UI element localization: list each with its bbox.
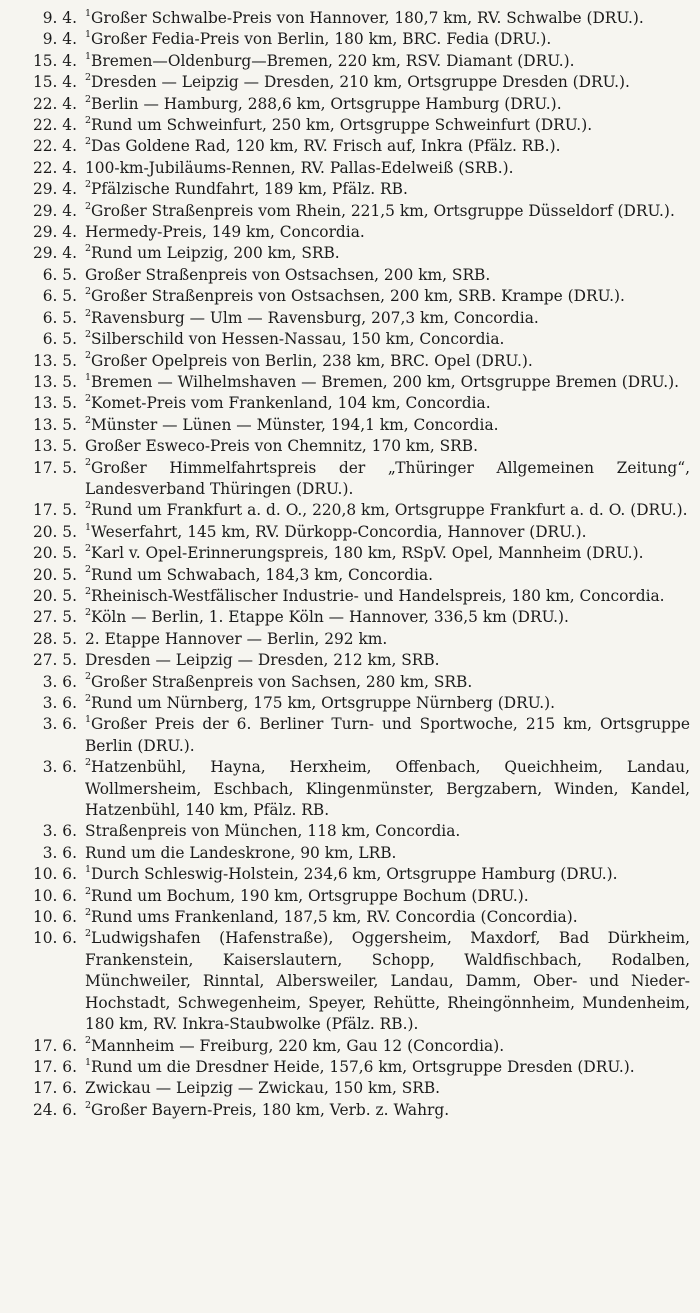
- race-date: 13. 5.: [32, 394, 77, 413]
- race-description: [85, 650, 690, 671]
- race-entry: [18, 843, 690, 864]
- race-entry: [18, 928, 690, 1035]
- race-description: [85, 672, 690, 693]
- race-text: Rund um Bochum, 190 km, Ortsgruppe Bochum (DRU.).: [91, 886, 529, 905]
- race-footnote-marker: 2: [85, 757, 92, 769]
- race-date: 3. 6.: [42, 694, 77, 712]
- race-description: [85, 308, 690, 329]
- race-date: 13. 5.: [32, 437, 77, 456]
- race-entry: [18, 650, 690, 671]
- race-footnote-marker: 2: [85, 114, 92, 126]
- race-entry: [18, 886, 690, 907]
- race-text: Rheinisch-Westfälischer Industrie- und Handelspreis, 180 km, Concordia.: [91, 586, 665, 605]
- race-footnote-marker: 1: [85, 7, 92, 19]
- race-date: 20. 5.: [32, 565, 77, 584]
- race-entry: [18, 693, 690, 714]
- race-date: 17. 6.: [32, 1057, 77, 1076]
- race-date: 17. 6.: [32, 1079, 77, 1098]
- race-entry: [18, 1036, 690, 1057]
- race-entry: [18, 458, 690, 501]
- race-description: [85, 393, 690, 414]
- race-entry: [18, 864, 690, 885]
- race-date: 6. 5.: [42, 265, 77, 284]
- race-description: [85, 886, 690, 907]
- race-date: 22. 4.: [32, 94, 77, 113]
- race-entry: [18, 222, 690, 243]
- race-footnote-marker: 1: [85, 1056, 92, 1068]
- race-entry: [18, 29, 690, 50]
- race-description: [85, 928, 690, 1035]
- race-description: [85, 351, 690, 372]
- race-entry: [18, 8, 690, 29]
- race-footnote-marker: 2: [85, 136, 92, 148]
- race-entry: [18, 1057, 690, 1078]
- race-date: 6. 5.: [42, 330, 77, 349]
- race-entry: [18, 372, 690, 393]
- race-description: [85, 1100, 690, 1121]
- race-description: [85, 329, 690, 350]
- race-description: [85, 843, 690, 864]
- race-entry: [18, 415, 690, 436]
- race-text: Zwickau — Leipzig — Zwickau, 150 km, SRB.: [85, 1079, 441, 1098]
- race-date: 15. 4.: [32, 73, 77, 92]
- race-footnote-marker: 1: [85, 864, 92, 876]
- race-text: Weserfahrt, 145 km, RV. Dürkopp-Concordia, Hannover (DRU.).: [91, 522, 587, 541]
- race-text: 2. Etappe Hannover — Berlin, 292 km.: [85, 629, 388, 648]
- race-description: [85, 522, 690, 543]
- race-description: [85, 1078, 690, 1099]
- race-description: [85, 500, 690, 521]
- race-footnote-marker: 2: [85, 457, 92, 469]
- race-date: 22. 4.: [32, 137, 77, 156]
- race-description: [85, 693, 690, 714]
- race-entry: [18, 1100, 690, 1121]
- race-date: 29. 4.: [32, 201, 77, 220]
- race-date: 3. 6.: [42, 758, 77, 777]
- race-entry: [18, 329, 690, 350]
- race-description: [85, 436, 690, 457]
- race-date: 3. 6.: [42, 822, 77, 841]
- race-text: Bremen — Wilhelmshaven — Bremen, 200 km, Ortsgruppe Bremen (DRU.).: [91, 372, 680, 391]
- race-description: [85, 179, 690, 200]
- race-footnote-marker: 2: [85, 286, 92, 298]
- race-entry: [18, 757, 690, 821]
- race-entry: [18, 821, 690, 842]
- race-description: [85, 586, 690, 607]
- race-date: 15. 4.: [32, 51, 77, 70]
- race-date: 20. 5.: [32, 586, 77, 605]
- race-description: [85, 8, 690, 29]
- race-footnote-marker: 2: [85, 414, 92, 426]
- race-description: [85, 265, 690, 286]
- race-date: 17. 6.: [32, 1036, 77, 1055]
- race-description: [85, 94, 690, 115]
- race-text: Großer Esweco-Preis von Chemnitz, 170 km, SRB.: [85, 437, 478, 456]
- race-text: Rund um Nürnberg, 175 km, Ortsgruppe Nürnberg (DRU.).: [91, 694, 556, 712]
- race-footnote-marker: 2: [85, 179, 92, 191]
- race-date: 13. 5.: [32, 415, 77, 434]
- race-footnote-marker: 2: [85, 1035, 92, 1047]
- race-footnote-marker: 2: [85, 307, 92, 319]
- race-footnote-marker: 2: [85, 906, 92, 918]
- race-description: [85, 543, 690, 564]
- race-description: [85, 821, 690, 842]
- race-description: [85, 714, 690, 757]
- race-footnote-marker: 1: [85, 29, 92, 41]
- race-entry: [18, 672, 690, 693]
- race-description: [85, 136, 690, 157]
- race-entry: [18, 1078, 690, 1099]
- race-text: Durch Schleswig-Holstein, 234,6 km, Ortsgruppe Hamburg (DRU.).: [91, 865, 618, 884]
- race-text: Großer Preis der 6. Berliner Turn- und Sportwoche, 215 km, Ortsgruppe Berlin (DRU.).: [85, 715, 690, 755]
- race-text: Rund um Schweinfurt, 250 km, Ortsgruppe Schweinfurt (DRU.).: [91, 116, 593, 135]
- race-description: [85, 29, 690, 50]
- race-description: [85, 158, 690, 179]
- race-date: 29. 4.: [32, 180, 77, 199]
- race-footnote-marker: 1: [85, 50, 92, 62]
- race-date: 17. 5.: [32, 458, 77, 477]
- race-text: Großer Himmelfahrtspreis der „Thüringer Allgemeinen Zeitung“, Landesverband Thüringen (DRU.).: [85, 458, 690, 498]
- race-footnote-marker: 2: [85, 200, 92, 212]
- race-description: [85, 458, 690, 501]
- race-description: [85, 243, 690, 264]
- race-entry: [18, 351, 690, 372]
- race-date: 27. 5.: [32, 608, 77, 627]
- race-footnote-marker: 2: [85, 607, 92, 619]
- race-description: [85, 372, 690, 393]
- race-text: Großer Fedia-Preis von Berlin, 180 km, BRC. Fedia (DRU.).: [91, 30, 552, 49]
- race-description: [85, 565, 690, 586]
- race-date: 22. 4.: [32, 158, 77, 177]
- race-entry: [18, 158, 690, 179]
- race-entry: [18, 586, 690, 607]
- race-description: [85, 222, 690, 243]
- race-text: Rund um Schwabach, 184,3 km, Concordia.: [91, 565, 434, 584]
- race-entry: [18, 500, 690, 521]
- race-text: Rund um die Landeskrone, 90 km, LRB.: [85, 843, 397, 862]
- race-footnote-marker: 2: [85, 72, 92, 84]
- race-entry: [18, 543, 690, 564]
- race-text: Pfälzische Rundfahrt, 189 km, Pfälz. RB.: [91, 180, 408, 199]
- race-date: 10. 6.: [32, 886, 77, 905]
- race-text: Bremen—Oldenburg—Bremen, 220 km, RSV. Diamant (DRU.).: [91, 51, 575, 70]
- race-entry: [18, 115, 690, 136]
- race-date: 3. 6.: [42, 672, 77, 691]
- race-entry: [18, 436, 690, 457]
- race-text: Berlin — Hamburg, 288,6 km, Ortsgruppe Hamburg (DRU.).: [91, 94, 562, 113]
- race-entry: [18, 243, 690, 264]
- race-entry: [18, 265, 690, 286]
- race-description: [85, 51, 690, 72]
- race-date: 13. 5.: [32, 372, 77, 391]
- race-text: Das Goldene Rad, 120 km, RV. Frisch auf, Inkra (Pfälz. RB.).: [91, 137, 561, 156]
- race-date: 9. 4.: [42, 30, 77, 49]
- race-text: Straßenpreis von München, 118 km, Concordia.: [85, 822, 461, 841]
- race-text: Rund um Frankfurt a. d. O., 220,8 km, Ortsgruppe Frankfurt a. d. O. (DRU.).: [91, 501, 688, 520]
- race-footnote-marker: 2: [85, 350, 92, 362]
- race-text: Münster — Lünen — Münster, 194,1 km, Concordia.: [91, 415, 499, 434]
- race-text: Komet-Preis vom Frankenland, 104 km, Concordia.: [91, 394, 491, 413]
- race-text: Rund ums Frankenland, 187,5 km, RV. Concordia (Concordia).: [91, 908, 578, 927]
- race-date: 10. 6.: [32, 908, 77, 927]
- race-text: Ravensburg — Ulm — Ravensburg, 207,3 km, Concordia.: [91, 308, 539, 327]
- race-date: 17. 5.: [32, 501, 77, 520]
- race-entry: [18, 94, 690, 115]
- race-footnote-marker: 2: [85, 692, 92, 704]
- race-footnote-marker: 2: [85, 500, 92, 512]
- race-text: Hermedy-Preis, 149 km, Concordia.: [85, 223, 365, 242]
- race-footnote-marker: 2: [85, 928, 92, 940]
- race-text: Großer Straßenpreis von Ostsachsen, 200 km, SRB.: [85, 265, 491, 284]
- race-description: [85, 201, 690, 222]
- race-footnote-marker: 2: [85, 93, 92, 105]
- race-date: 10. 6.: [32, 865, 77, 884]
- race-description: [85, 1036, 690, 1057]
- race-date: 24. 6.: [32, 1100, 77, 1119]
- race-text: Dresden — Leipzig — Dresden, 210 km, Ortsgruppe Dresden (DRU.).: [91, 73, 630, 92]
- race-text: Großer Opelpreis von Berlin, 238 km, BRC. Opel (DRU.).: [91, 351, 533, 370]
- race-date: 22. 4.: [32, 116, 77, 135]
- race-text: Großer Straßenpreis von Sachsen, 280 km, SRB.: [91, 672, 473, 691]
- race-footnote-marker: 2: [85, 585, 92, 597]
- race-footnote-marker: 2: [85, 564, 92, 576]
- race-description: [85, 415, 690, 436]
- race-footnote-marker: 1: [85, 371, 92, 383]
- race-description: [85, 607, 690, 628]
- race-text: Köln — Berlin, 1. Etappe Köln — Hannover, 336,5 km (DRU.).: [91, 608, 569, 627]
- race-entry: [18, 607, 690, 628]
- race-date: 29. 4.: [32, 244, 77, 263]
- race-text: Ludwigshafen (Hafenstraße), Oggersheim, Maxdorf, Bad Dürkheim, Frankenstein, Kaiserslautern, Schopp, Waldfischbach, Rodalben, Münchweiler, Rinntal, Albersweiler, Landau, Damm, Ober- und Nieder-Hochstadt, Schwegenheim, Speyer, Rehütte, Rheingönnheim, Mundenheim, 180 km, RV. Inkra-Staubwolke (Pfälz. RB.).: [85, 929, 690, 1034]
- race-footnote-marker: 2: [85, 671, 92, 683]
- race-description: [85, 907, 690, 928]
- race-text: Großer Straßenpreis von Ostsachsen, 200 km, SRB. Krampe (DRU.).: [91, 287, 625, 306]
- race-entry: [18, 393, 690, 414]
- race-description: [85, 629, 690, 650]
- race-text: Rund um Leipzig, 200 km, SRB.: [91, 244, 340, 263]
- race-entry: [18, 51, 690, 72]
- race-text: Karl v. Opel-Erinnerungspreis, 180 km, RSpV. Opel, Mannheim (DRU.).: [91, 544, 644, 563]
- race-date: 28. 5.: [32, 629, 77, 648]
- race-date: 13. 5.: [32, 351, 77, 370]
- race-date: 9. 4.: [42, 9, 77, 27]
- race-footnote-marker: 2: [85, 1099, 92, 1111]
- race-date: 27. 5.: [32, 651, 77, 670]
- race-entry: [18, 907, 690, 928]
- race-text: Silberschild von Hessen-Nassau, 150 km, Concordia.: [91, 330, 505, 349]
- race-text: Großer Bayern-Preis, 180 km, Verb. z. Wahrg.: [91, 1100, 450, 1119]
- race-date: 20. 5.: [32, 522, 77, 541]
- race-entry: [18, 308, 690, 329]
- race-text: Hatzenbühl, Hayna, Herxheim, Offenbach, Queichheim, Landau, Wollmersheim, Eschbach, Klingenmünster, Bergzabern, Winden, Kandel, Hatzenbühl, 140 km, Pfälz. RB.: [85, 758, 690, 820]
- race-text: Dresden — Leipzig — Dresden, 212 km, SRB.: [85, 651, 440, 670]
- race-text: Mannheim — Freiburg, 220 km, Gau 12 (Concordia).: [91, 1036, 505, 1055]
- race-entry: [18, 201, 690, 222]
- race-footnote-marker: 2: [85, 885, 92, 897]
- race-footnote-marker: 2: [85, 328, 92, 340]
- race-footnote-marker: 2: [85, 393, 92, 405]
- race-entry: [18, 714, 690, 757]
- race-date: 6. 5.: [42, 308, 77, 327]
- race-entry: [18, 629, 690, 650]
- race-entry: [18, 286, 690, 307]
- race-date: 6. 5.: [42, 287, 77, 306]
- race-date: 29. 4.: [32, 223, 77, 242]
- race-entry: [18, 72, 690, 93]
- race-entry: [18, 522, 690, 543]
- race-description: [85, 286, 690, 307]
- race-text: Rund um die Dresdner Heide, 157,6 km, Ortsgruppe Dresden (DRU.).: [91, 1057, 635, 1076]
- race-footnote-marker: 1: [85, 521, 92, 533]
- race-description: [85, 864, 690, 885]
- race-footnote-marker: 1: [85, 714, 92, 726]
- race-footnote-marker: 2: [85, 543, 92, 555]
- race-date: 3. 6.: [42, 715, 77, 734]
- race-entry: [18, 179, 690, 200]
- race-date: 3. 6.: [42, 843, 77, 862]
- race-entry: [18, 136, 690, 157]
- race-date: 10. 6.: [32, 929, 77, 948]
- race-date: 20. 5.: [32, 544, 77, 563]
- race-text: Großer Schwalbe-Preis von Hannover, 180,7 km, RV. Schwalbe (DRU.).: [91, 9, 644, 27]
- race-text: 100-km-Jubiläums-Rennen, RV. Pallas-Edelweiß (SRB.).: [85, 158, 514, 177]
- race-footnote-marker: 2: [85, 243, 92, 255]
- race-entry: [18, 565, 690, 586]
- race-text: Großer Straßenpreis vom Rhein, 221,5 km, Ortsgruppe Düsseldorf (DRU.).: [91, 201, 675, 220]
- race-description: [85, 1057, 690, 1078]
- race-description: [85, 72, 690, 93]
- race-description: [85, 115, 690, 136]
- race-description: [85, 757, 690, 821]
